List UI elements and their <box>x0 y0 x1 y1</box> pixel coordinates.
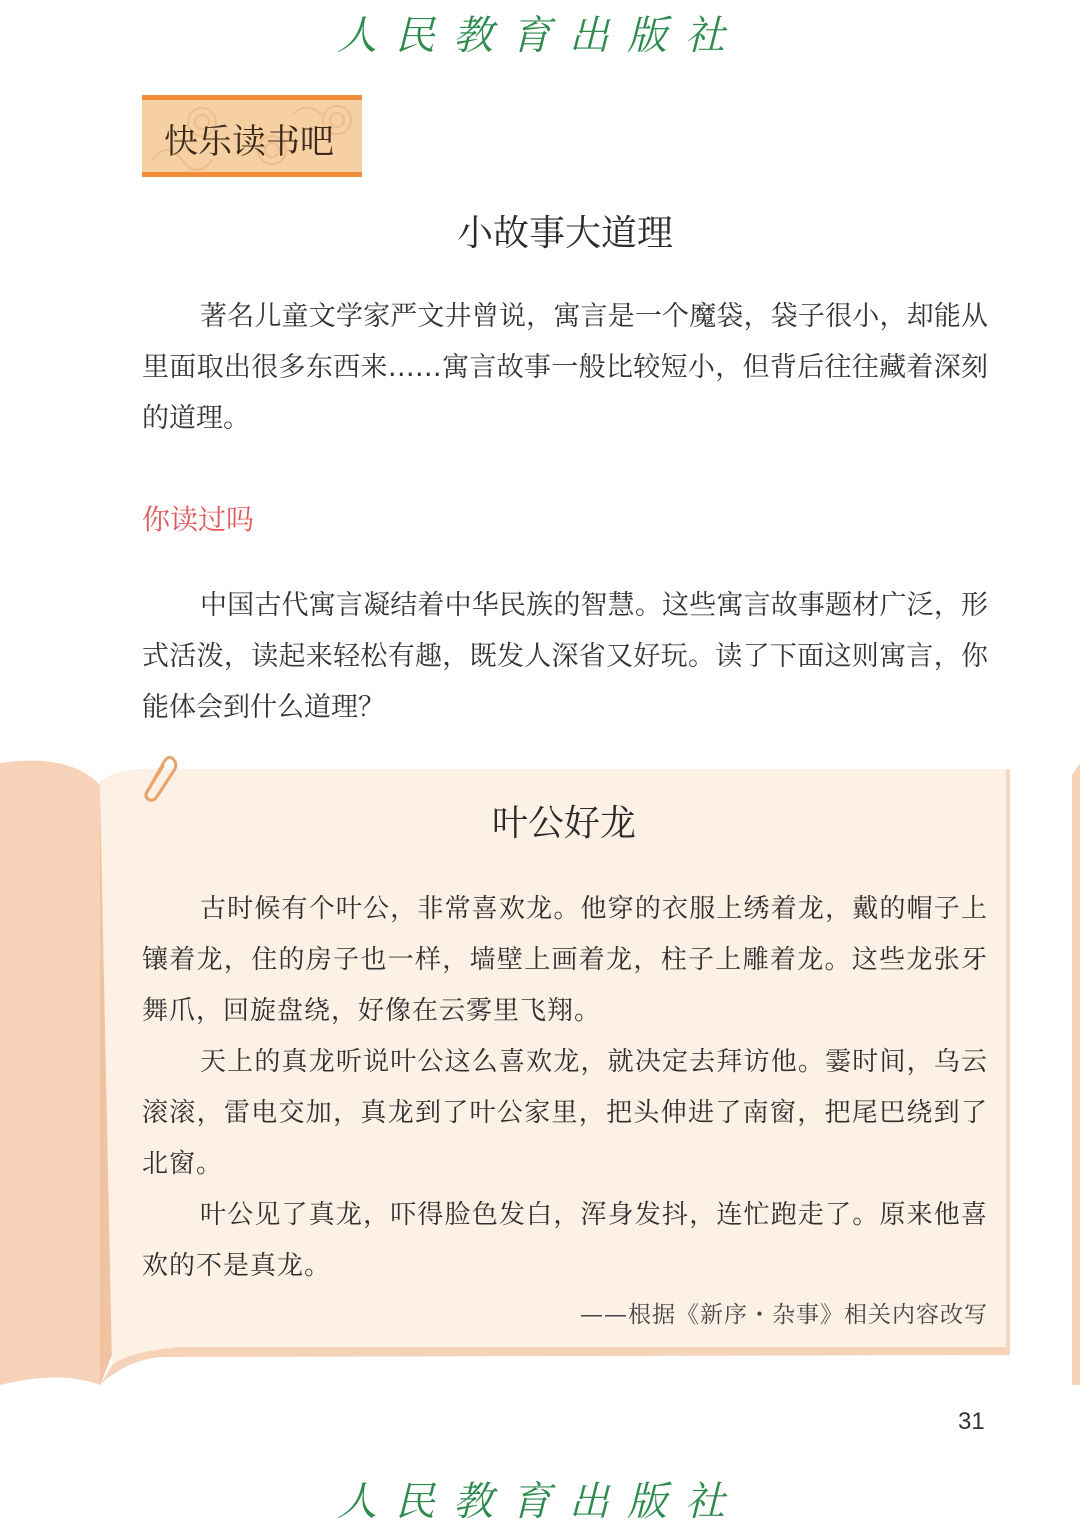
story-title: 叶公好龙 <box>491 803 636 844</box>
story-paragraph-2: 天上的真龙听说叶公这么喜欢龙，就决定去拜访他。霎时间，乌云滚滚，雷电交加，真龙到了叶公家里，把头伸进了南窗，把尾巴绕到了北窗。 <box>142 1047 988 1179</box>
story-source: ——根据《新序・杂事》相关内容改写 <box>580 1302 988 1328</box>
intro-paragraph: 著名儿童文学家严文井曾说，寓言是一个魔袋，袋子很小，却能从里面取出很多东西来……寓言故事一般比较短小，但背后往往藏着深刻的道理。 <box>142 301 988 434</box>
story-paragraph-3: 叶公见了真龙，吓得脸色发白，浑身发抖，连忙跑走了。原来他喜欢的不是真龙。 <box>142 1200 988 1281</box>
publisher-logo-top: 人民教育出版社 <box>337 13 743 59</box>
story-paragraph-1: 古时候有个叶公，非常喜欢龙。他穿的衣服上绣着龙，戴的帽子上镶着龙，住的房子也一样，墙壁上画着龙，柱子上雕着龙。这些龙张牙舞爪，回旋盘绕，好像在云雾里飞翔。 <box>142 894 988 1026</box>
question-paragraph: 中国古代寓言凝结着中华民族的智慧。这些寓言故事题材广泛，形式活泼，读起来轻松有趣，既发人深省又好玩。读了下面这则寓言，你能体会到什么道理？ <box>142 590 988 723</box>
publisher-logo-bottom: 人民教育出版社 <box>337 1479 743 1525</box>
section-tag-label: 快乐读书吧 <box>164 122 334 162</box>
subheading: 你读过吗 <box>142 503 255 536</box>
page-title: 小故事大道理 <box>456 213 673 254</box>
page-number: 31 <box>958 1408 985 1435</box>
section-tag <box>142 95 362 177</box>
